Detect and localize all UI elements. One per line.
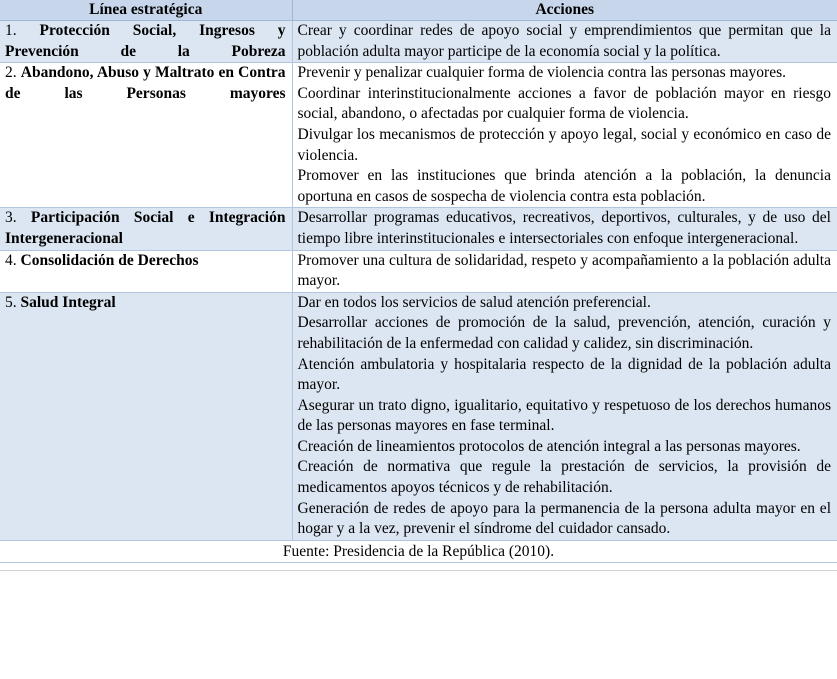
action-item: Desarrollar acciones de promoción de la salud, prevención, atención, curación y rehabilitación de la enfermedad con calidad y calidez, sin discriminación. — [297, 314, 831, 352]
line-title: Consolidación de Derechos — [20, 251, 199, 269]
strategic-line-cell — [0, 250, 292, 292]
source-note: Fuente: Presidencia de la República (2010). — [0, 540, 837, 562]
table-row — [0, 208, 837, 250]
action-item: Coordinar interinstitucionalmente acciones a favor de población mayor en riesgo social, abandono, o afectadas por cualquier forma de violencia. — [297, 84, 831, 123]
table-row — [0, 63, 837, 208]
line-number: 1. — [5, 22, 17, 39]
header-linea-estrategica: Línea estratégica — [0, 0, 292, 21]
bottom-divider — [0, 570, 837, 571]
strategic-line-cell — [0, 63, 292, 208]
table-row — [0, 21, 837, 63]
source-row — [0, 540, 837, 562]
line-title: Abandono, Abuso y Maltrato en Contra de las Personas mayores — [5, 64, 286, 102]
action-item: Creación de lineamientos protocolos de atención integral a las personas mayores. — [297, 437, 801, 455]
action-item: Crear y coordinar redes de apoyo social y emprendimientos que permitan que la población adulta mayor participe de la economía social y la política. — [297, 22, 831, 60]
actions-cell — [292, 292, 837, 540]
table-row — [0, 250, 837, 292]
line-number: 4. — [5, 251, 17, 269]
line-number: 3. — [5, 209, 17, 227]
action-item: Creación de normativa que regule la prestación de servicios, la provisión de medicamentos apoyos técnicos y de rehabilitación. — [297, 458, 831, 497]
actions-cell — [292, 21, 837, 63]
line-number: 2. — [5, 64, 17, 82]
line-number: 5. — [5, 293, 17, 311]
action-item: Promover en las instituciones que brinda atención a la población, la denuncia oportuna en casos de sospecha de violencia contra esta población. — [297, 167, 831, 205]
actions-cell — [292, 63, 837, 208]
table-body — [0, 21, 837, 563]
action-item: Dar en todos los servicios de salud atención preferencial. — [297, 293, 651, 311]
strategic-line-cell — [0, 292, 292, 540]
action-item: Promover una cultura de solidaridad, respeto y acompañamiento a la población adulta mayor. — [297, 251, 831, 290]
line-title: Participación Social e Integración Intergeneracional — [5, 209, 286, 247]
header-acciones: Acciones — [292, 0, 837, 21]
action-item: Desarrollar programas educativos, recreativos, deportivos, culturales, y de uso del tiempo libre interinstitucionales e intersectoriales con enfoque intergeneracional. — [297, 209, 831, 247]
line-title: Protección Social, Ingresos y Prevención de la Pobreza — [5, 22, 286, 60]
action-item: Atención ambulatoria y hospitalaria respecto de la dignidad de la población adulta mayor. — [297, 355, 831, 394]
table-header-row — [0, 0, 837, 21]
table-row — [0, 292, 837, 540]
strategic-line-cell — [0, 21, 292, 63]
actions-cell — [292, 208, 837, 250]
actions-cell — [292, 250, 837, 292]
line-title: Salud Integral — [20, 293, 116, 311]
action-item: Divulgar los mecanismos de protección y apoyo legal, social y económico en caso de violencia. — [297, 125, 831, 164]
strategic-line-cell — [0, 208, 292, 250]
action-item: Prevenir y penalizar cualquier forma de violencia contra las personas mayores. — [297, 64, 786, 82]
action-item: Asegurar un trato digno, igualitario, equitativo y respetuoso de los derechos humanos de las personas mayores en fase terminal. — [297, 396, 831, 435]
action-item: Generación de redes de apoyo para la permanencia de la persona adulta mayor en el hogar y a la vez, prevenir el síndrome del cuidador cansado. — [297, 499, 831, 538]
